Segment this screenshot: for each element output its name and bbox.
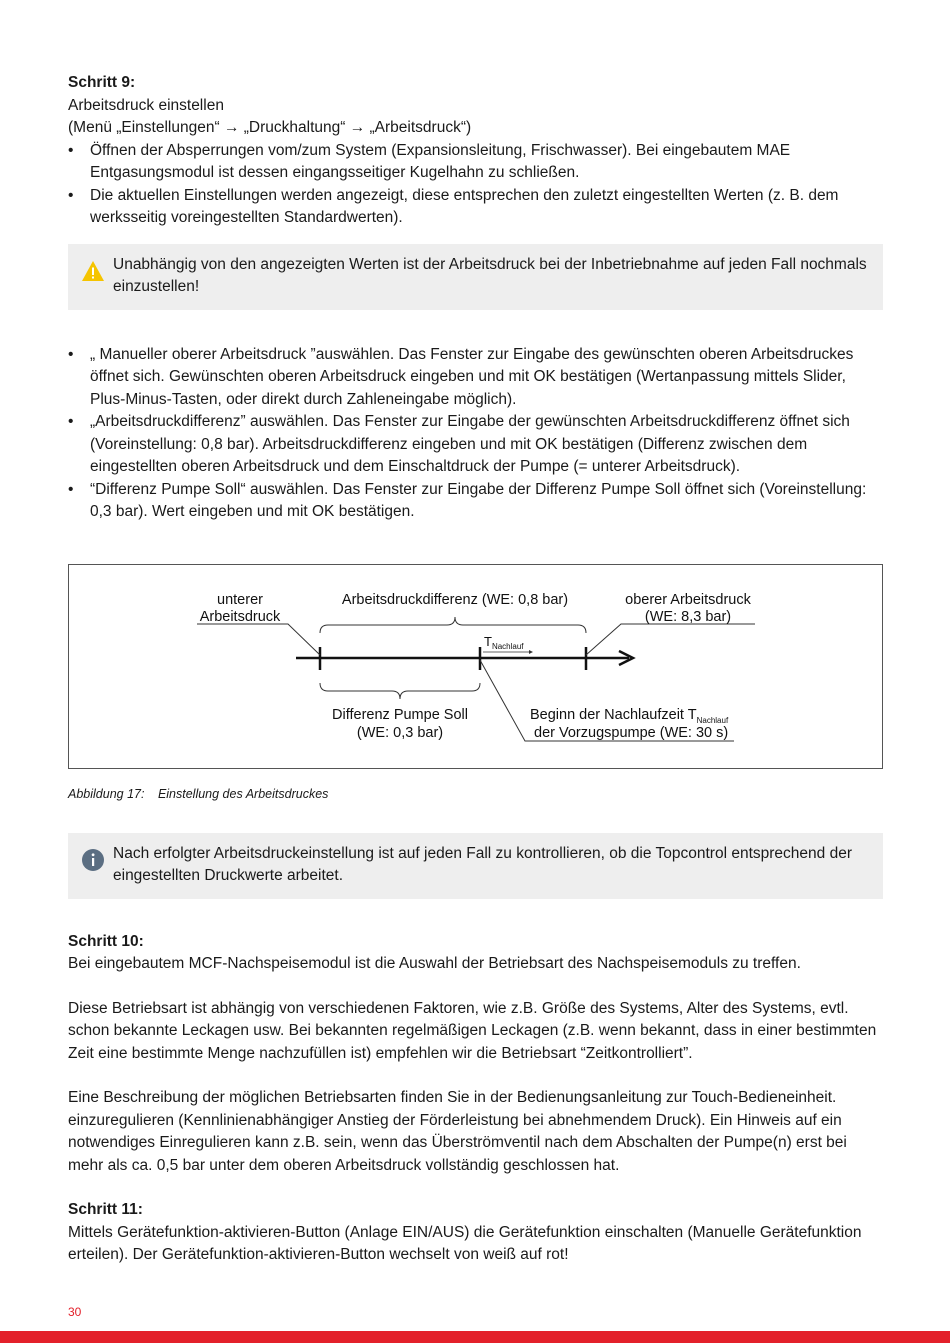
label-upper-1: oberer Arbeitsdruck [625,591,751,608]
step9-subtitle: Arbeitsdruck einstellen [68,96,224,114]
step10-paragraph-1: Bei eingebautem MCF-Nachspeisemodul ist die Auswahl der Betriebsart des Nachspeisemoduls zu treffen. [68,955,801,972]
list-item: • „Arbeitsdruckdifferenz” auswählen. Das Fenster zur Eingabe der gewünschten Arbeitsdruckdifferenz öffnet sich (Voreinstellung: 0,8 bar). Arbeitsdruckdifferenz eingeben und mit OK bestätigen (Differenz zwischen dem eingestellten oberen Arbeitsdruck und dem Einschaltdruck der Pumpe (= unterer Arbeitsdruck). [68,411,883,479]
info-text: Nach erfolgter Arbeitsdruckeinstellung ist auf jeden Fall zu kontrollieren, ob die Topcontrol entsprechend der eingestellten Druckwerte arbeitet. [113,844,852,884]
pressure-diagram-svg [69,565,882,768]
step10-paragraph-3: Eine Beschreibung der möglichen Betriebsarten finden Sie in der Bedienungsanleitung zur Touch-Bedieneinheit. einzuregulieren (Kennlinienabhängiger Anstieg der Förderleistung bei abnehmendem Druck). Ein Hinweis auf ein notwendiges Einregulieren kann z.B. sein, wenn das Überströmventil nach dem Abschalten der Pumpe(n) erst bei mehr als ca. 0,5 bar unter dem oberen Arbeitsdruck vollständig geschlossen hat. [68,1089,847,1174]
step9-title: Schritt 9: [68,74,136,91]
footer-bar [0,1331,950,1343]
step10-title: Schritt 10: [68,932,144,950]
list-item: • Die aktuellen Einstellungen werden angezeigt, diese entsprechen den zuletzt eingestellten Werten (z. B. dem werksseitig voreingestellten Standardwerten). [68,185,883,230]
label-pump-1: Differenz Pumpe Soll [332,706,468,723]
label-begin-1: Beginn der Nachlaufzeit $T_{Nachlauf}$ [530,706,729,725]
brace-diff [320,617,586,633]
figure-caption [68,785,883,803]
caption-text: Einstellung des Arbeitsdruckes [157,786,329,801]
label-lower-1: unterer [217,591,263,608]
page-number: 30 [68,1305,82,1319]
warning-text: Unabhängig von den angezeigten Werten ist der Arbeitsdruck bei der Inbetriebnahme auf jeden Fall nochmals einzustellen! [113,255,867,295]
label-upper-2: (WE: 8,3 bar) [644,608,732,625]
label-lower-2: Arbeitsdruck [199,608,281,625]
info-icon [81,848,105,872]
caption-label: Abbildung 17: [68,786,145,801]
pressure-diagram [68,564,883,769]
label-t-nachlauf: $T_{Nachlauf}$ [484,633,524,651]
step9-bullets-a [68,140,883,230]
brace-pump [320,683,480,699]
t-arrow-head [529,650,533,654]
step9-menu-path: (Menü „Einstellungen“ → „Druckhaltung“ → „Arbeitsdruck“) [68,119,472,136]
step11-title: Schritt 11: [68,1201,143,1218]
warning-icon [81,259,105,283]
list-item: • Öffnen der Absperrungen vom/zum System (Expansionsleitung, Frischwasser). Bei eingebautem MAE Entgasungsmodul ist dessen eingangsseitiger Kugelhahn zu schließen. [68,140,883,185]
label-begin-2: der Vorzugspumpe (WE: 30 s) [534,724,729,741]
list-item: • „ Manueller oberer Arbeitsdruck ”auswählen. Das Fenster zur Eingabe des gewünschten oberen Arbeitsdruckes öffnet sich. Gewünschten oberen Arbeitsdruck eingeben und mit OK bestätigen (Wertanpassung mittels Slider, Plus-Minus-Tasten, oder direkt durch Zahleneingabe möglich). [68,344,883,412]
leader-lower [197,624,320,655]
leader-upper [586,624,755,655]
step10-paragraph-2: Diese Betriebsart ist abhängig von verschiedenen Faktoren, wie z.B. Größe des Systems, Alter des Systems, evtl. schon bekannte Leckagen usw. Bei bekannten regelmäßigen Leckagen (z.B. wenn bekannt, dass in einer bestimmten Zeit eine bestimmte Menge nachzufüllen ist) empfehlen wir die Betriebsart “Zeitkontrolliert”. [68,999,877,1062]
label-pump-2: (WE: 0,3 bar) [356,724,444,741]
warning-box [68,244,883,310]
label-diff: Arbeitsdruckdifferenz (WE: 0,8 bar) [341,591,569,608]
info-box [68,833,883,899]
page-content [68,72,883,1267]
step9-bullets-b [68,344,883,524]
list-item: • “Differenz Pumpe Soll“ auswählen. Das Fenster zur Eingabe der Differenz Pumpe Soll öffnet sich (Voreinstellung: 0,3 bar). Wert eingeben und mit OK bestätigen. [68,479,883,524]
step11-paragraph-1: Mittels Gerätefunktion-aktivieren-Button (Anlage EIN/AUS) die Gerätefunktion einschalten (Manuelle Gerätefunktion erteilen). Der Gerätefunktion-aktivieren-Button wechselt von weiß auf rot! [68,1223,862,1263]
